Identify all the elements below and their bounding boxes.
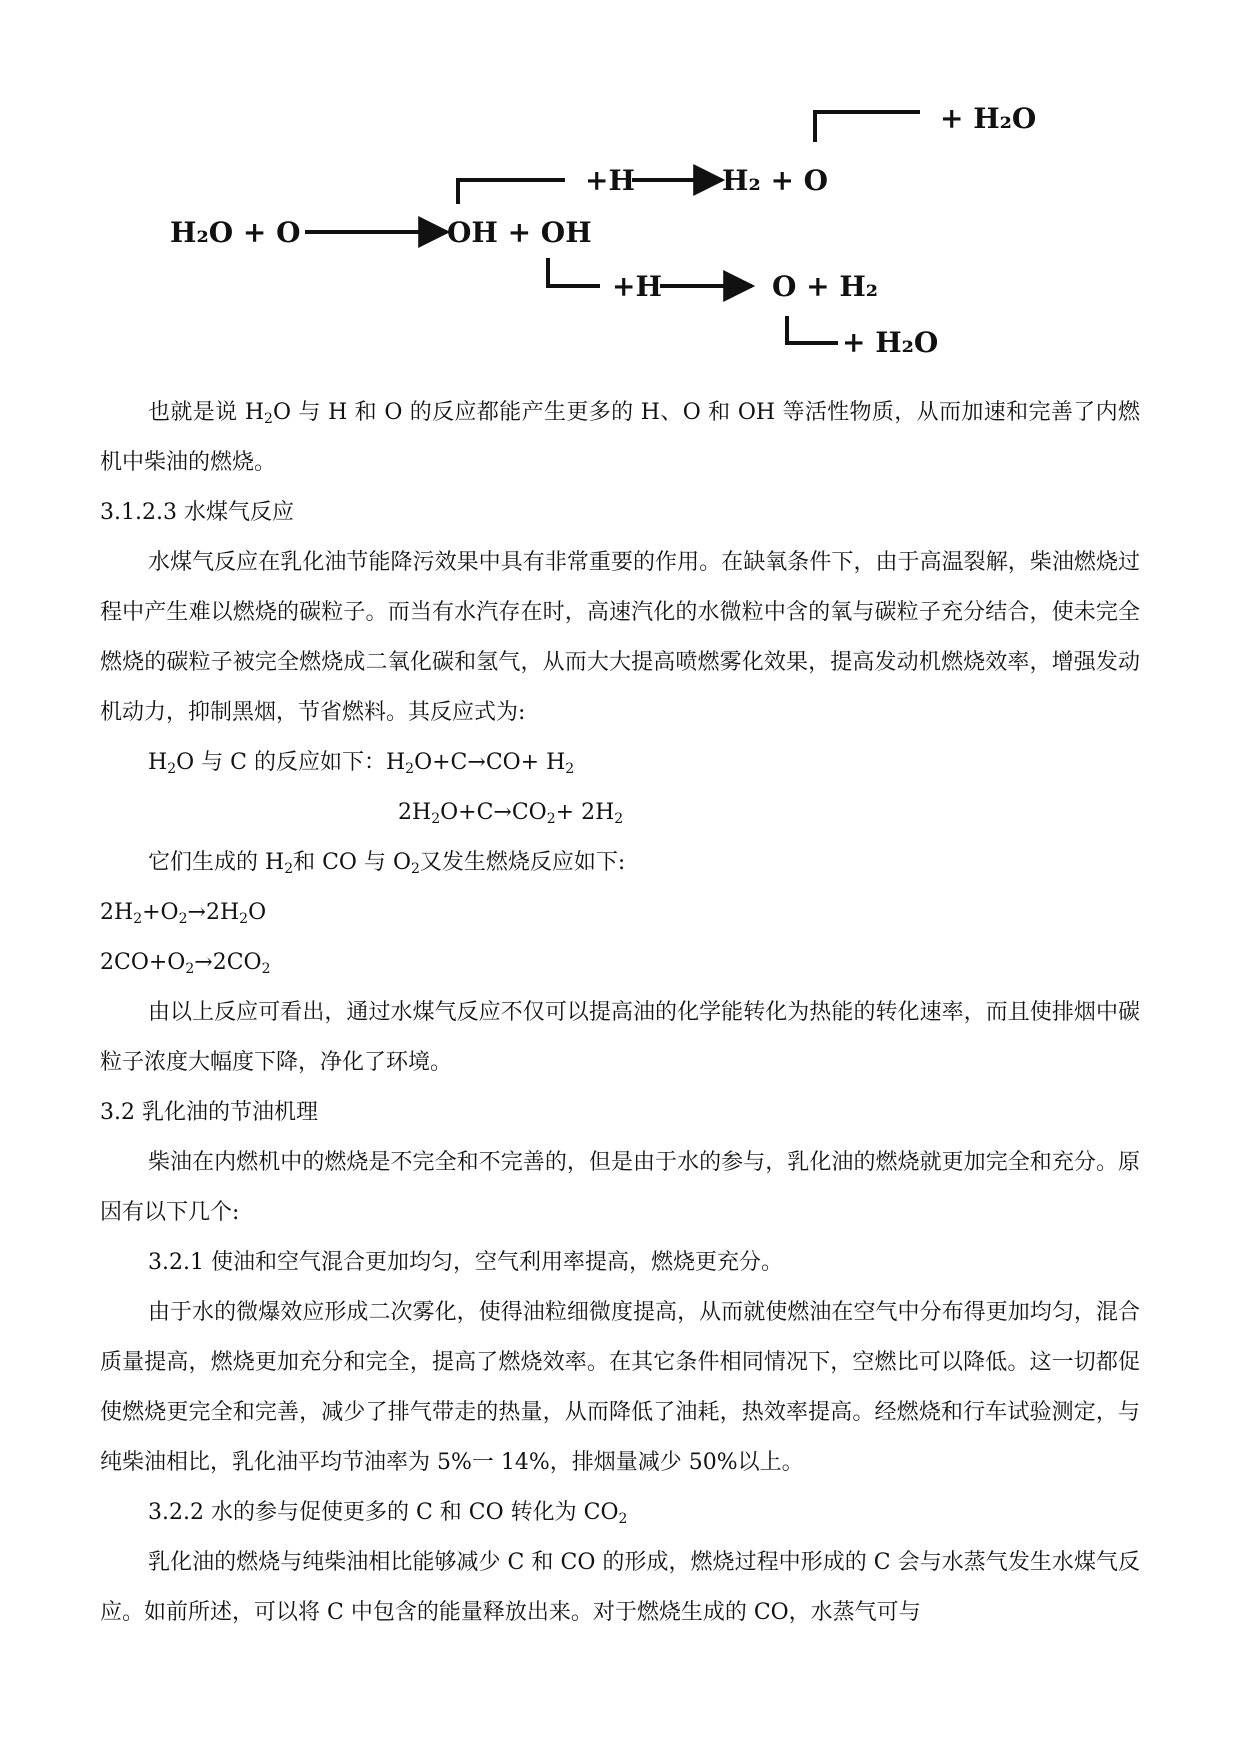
paragraph-micro-explosion: 由于水的微爆效应形成二次雾化，使得油粒细微度提高，从而就使燃油在空气中分布得更加均匀，混合质量提高，燃烧更加充分和完全，提高了燃烧效率。在其它条件相同情况下，空燃比可以降低。这一切都促使燃烧更完全和完善，减少了排气带走的热量，从而降低了油耗，热效率提高。经燃烧和行车试验测定，与纯柴油相比，乳化油平均节油率为 5%一 14%，排烟量减少 50%以上。 [100,1300,1140,1475]
top-branch-bracket [815,112,920,142]
paragraph-emulsified-oil-intro: 柴油在内燃机中的燃烧是不完全和不完善的，但是由于水的参与，乳化油的燃烧就更加完全和充分。原因有以下几个: [100,1150,1140,1225]
formula-h2o-c-1: $H_2O$ 与 C 的反应如下：$H_2O+C\to CO+ H_2$ [148,750,575,777]
section-heading-322: 3.2.2 水的参与促使更多的 C 和 CO 转化为 $CO_2$ [148,1500,628,1527]
reaction-scheme-diagram [0,0,1241,380]
paragraph-water-gas-reaction: 水煤气反应在乳化油节能降污效果中具有非常重要的作用。在缺氧条件下，由于高温裂解，柴油燃烧过程中产生难以燃烧的碳粒子。而当有水汽存在时，高速汽化的水微粒中含的氧与碳粒子充分结合，使未完全燃烧的碳粒子被完全燃烧成二氧化碳和氢气，从而大大提高喷燃雾化效果，提高发动机燃烧效率，增强发动机动力，抑制黑烟，节省燃料。其反应式为: [100,550,1140,725]
paragraph-water-participation: 乳化油的燃烧与纯柴油相比能够减少 C 和 CO 的形成，燃烧过程中形成的 C 会与水蒸气发生水煤气反应。如前所述，可以将 C 中包含的能量释放出来。对于燃烧生成的 CO，水蒸气可与 [100,1550,1140,1625]
lower-add-h-label: +H [612,270,662,303]
paragraph-conclusion: 由以上反应可看出，通过水煤气反应不仅可以提高油的化学能转化为热能的转化速率，而且使排烟中碳粒子浓度大幅度下降，净化了环境。 [100,1000,1140,1075]
upper-products-label: H₂ + O [722,164,829,197]
bottom-branch-bracket [787,316,838,343]
equation-h2-combustion: $2H_2+O_2\to 2H_2O$ [100,900,267,927]
upper-add-h-label: +H [585,164,635,197]
bottom-add-h2o-label: + H₂O [842,326,939,359]
upper-branch-bracket [458,180,565,204]
start-reactants-label: H₂O + O [170,216,301,249]
oh-products-label: OH + OH [447,216,592,249]
formula-h2o-c-2: $2H_2O+C\to CO_2+ 2H_2$ [398,800,624,827]
top-add-h2o-label: + H₂O [940,102,1037,135]
lower-products-label: O + H₂ [772,270,879,303]
section-heading-321: 3.2.1 使油和空气混合更加均匀，空气利用率提高，燃烧更充分。 [148,1250,783,1275]
equation-co-combustion: $2CO+O_2\to 2CO_2$ [100,950,271,977]
document-body [100,388,1140,1638]
section-heading-3123: 3.1.2.3 水煤气反应 [100,500,294,525]
lower-branch-bracket [548,258,600,286]
section-heading-32: 3.2 乳化油的节油机理 [100,1100,318,1125]
paragraph-active-species: 也就是说 $H_2O$ 与 H 和 O 的反应都能产生更多的 H、O 和 OH 等活性物质，从而加速和完善了内燃机中柴油的燃烧。 [100,400,1140,475]
paragraph-combustion-intro: 它们生成的 $H_2$和 CO 与 $O_2$又发生燃烧反应如下: [148,850,626,877]
